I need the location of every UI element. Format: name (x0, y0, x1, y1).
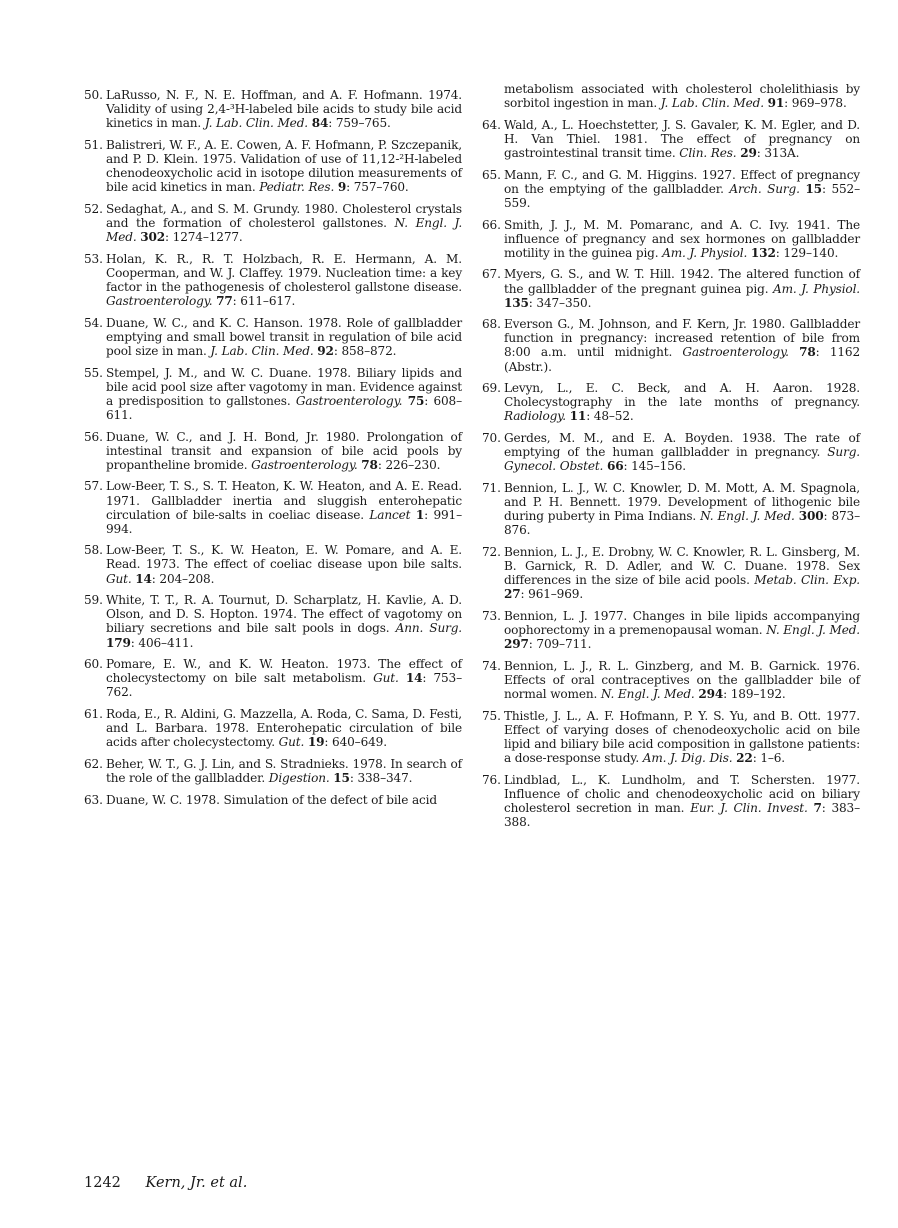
reference-journal: Digestion. (268, 771, 330, 786)
reference-text: Myers, G. S., and W. T. Hill. 1942. The altered function of the gallbladder of the pregnant guinea pig. (504, 267, 860, 296)
reference-volume: 92 (317, 343, 334, 358)
reference-number: 59. (84, 593, 103, 608)
reference-number: 56. (84, 429, 103, 444)
reference-pages: : 338–347. (349, 771, 413, 786)
reference-text: Wald, A., L. Hoechstetter, J. S. Gavaler, K. M. Egler, and D. H. Van Thiel. 1981. The effect of pregnancy on gastrointestinal transit time. (504, 117, 860, 160)
reference-pages: : 709–711. (528, 637, 592, 652)
reference-text: Levyn, L., E. C. Beck, and A. H. Aaron. 1928. Cholecystography in the late months of pregnancy. (504, 381, 860, 410)
reference-journal: Ann. Surg. (395, 621, 462, 636)
reference-pages: : 873–876. (504, 509, 860, 538)
reference-item (84, 757, 462, 785)
reference-pages: : 759–765. (328, 116, 391, 131)
reference-volume: 11 (569, 409, 587, 424)
reference-volume: 27 (504, 587, 521, 602)
reference-number: 75. (482, 708, 501, 723)
reference-volume: 15 (333, 771, 350, 786)
reference-journal: J. Lab. Clin. Med. (660, 96, 764, 111)
reference-number: 71. (482, 481, 501, 495)
reference-item (482, 431, 860, 473)
page-number: 1242 (84, 1175, 121, 1191)
reference-number: 51. (84, 137, 103, 152)
reference-volume: 302 (140, 230, 166, 245)
reference-volume: 7 (813, 800, 822, 815)
reference-text: Mann, F. C., and G. M. Higgins. 1927. Effect of pregnancy on the emptying of the gallbladder. (504, 167, 860, 196)
reference-item (84, 707, 462, 749)
reference-volume: 1 (415, 507, 425, 522)
reference-number: 55. (84, 365, 103, 380)
reference-item (482, 545, 860, 601)
reference-journal: Gastroenterology. (251, 457, 358, 472)
reference-pages: : 753–762. (106, 671, 463, 700)
reference-text: Duane, W. C., and K. C. Hanson. 1978. Role of gallbladder emptying and small bowel transit in regulation of bile acid pool size in man. (106, 315, 462, 358)
reference-item (84, 479, 462, 535)
reference-journal: Lancet (369, 507, 411, 522)
reference-item (84, 657, 462, 699)
reference-journal: Surg. Gynecol. Obstet. (504, 445, 860, 474)
reference-item (482, 609, 860, 651)
reference-number: 74. (482, 658, 501, 673)
reference-number: 53. (84, 251, 103, 266)
reference-number: 60. (84, 657, 103, 672)
reference-item (482, 709, 860, 765)
reference-number: 68. (482, 317, 501, 332)
reference-journal: Gastroenterology. (106, 294, 213, 308)
reference-item (482, 267, 860, 309)
reference-journal: J. Lab. Clin. Med. (210, 343, 314, 358)
reference-pages: : 313A. (756, 145, 800, 160)
running-authors: Kern, Jr. et al. (145, 1175, 248, 1191)
reference-item (482, 773, 860, 829)
reference-volume: 75 (407, 393, 425, 408)
reference-number: 64. (482, 117, 501, 132)
reference-journal: N. Engl. J. Med. (106, 215, 463, 245)
reference-number: 73. (482, 608, 501, 623)
reference-volume: 19 (307, 735, 325, 750)
reference-volume: 14 (405, 671, 423, 686)
reference-number: 76. (482, 772, 501, 787)
reference-pages: : 189–192. (723, 687, 786, 701)
reference-text: Everson G., M. Johnson, and F. Kern, Jr. 1980. Gallbladder function in pregnancy: increased retention of bile from 8:00 a.m. until midnight. (504, 317, 860, 360)
reference-text: Balistreri, W. F., A. E. Cowen, A. F. Hofmann, P. Szczepanik, and P. D. Klein. 1975. Validation of use of 11,12-²H-labeled chenodeoxycholic acid in isotope dilution measurements of bile acid kinetics in man. (106, 137, 462, 195)
reference-text: Pomare, E. W., and K. W. Heaton. 1973. The effect of cholecystectomy on bile salt metabolism. (106, 657, 462, 686)
reference-journal: Am. J. Dig. Dis. (642, 750, 733, 765)
reference-pages: : 640–649. (324, 735, 387, 750)
right-column (482, 82, 860, 837)
reference-text: Sedaghat, A., and S. M. Grundy. 1980. Cholesterol crystals and the formation of cholesterol gallstones. (106, 201, 462, 230)
reference-journal: Gut. (373, 671, 399, 686)
reference-volume: 300 (798, 509, 824, 524)
reference-item (84, 316, 462, 358)
reference-pages: : 226–230. (377, 457, 441, 472)
reference-number: 69. (482, 381, 501, 396)
reference-number: 67. (482, 267, 501, 282)
reference-text: Stempel, J. M., and W. C. Duane. 1978. Biliary lipids and bile acid pool size after vagotomy in man. Evidence against a predisposition to gallstones. (106, 365, 462, 408)
reference-volume: 14 (135, 571, 152, 586)
reference-volume: 84 (311, 116, 329, 131)
reference-text: Bennion, L. J., W. C. Knowler, D. M. Mott, A. M. Spagnola, and P. H. Bennett. 1979. Development of lithogenic bile during puberty in Pima Indians. (504, 481, 860, 524)
reference-volume: 297 (504, 637, 529, 652)
reference-text: metabolism associated with cholesterol cholelithiasis by sorbitol ingestion in man. (504, 82, 860, 111)
reference-journal: N. Engl. J. Med. (600, 687, 695, 701)
reference-volume: 135 (504, 295, 529, 310)
reference-journal: Gut. (106, 571, 132, 586)
reference-text: Holan, K. R., R. T. Holzbach, R. E. Hermann, A. M. Cooperman, and W. J. Claffey. 1979. Nucleation time: a key factor in the pathogenesis of cholesterol gallstone disease. (106, 251, 462, 294)
reference-item (84, 88, 462, 130)
reference-pages: : 552–559. (504, 181, 860, 210)
reference-pages: : 204–208. (151, 571, 215, 586)
reference-pages: : 858–872. (333, 343, 397, 358)
reference-number: 52. (84, 201, 103, 216)
reference-text: Beher, W. T., G. J. Lin, and S. Stradnieks. 1978. In search of the role of the gallbladder. (106, 756, 462, 786)
reference-text: Lindblad, L., K. Lundholm, and T. Schersten. 1977. Influence of cholic and chenodeoxycholic acid on biliary cholesterol secretion in man. (504, 772, 860, 815)
reference-pages: : 129–140. (775, 245, 839, 260)
reference-item (482, 481, 860, 537)
reference-journal: Am. J. Physiol. (662, 245, 748, 260)
reference-journal: Gastroenterology. (682, 345, 789, 360)
reference-text: LaRusso, N. F., N. E. Hoffman, and A. F. Hofmann. 1974. Validity of using 2,4-³H-labeled bile acids to study bile acid kinetics in man. (106, 88, 462, 131)
reference-pages: : 383–388. (504, 800, 860, 829)
reference-journal: Clin. Res. (679, 145, 737, 160)
reference-text: Gerdes, M. M., and E. A. Boyden. 1938. The rate of emptying of the human gallbladder in pregnancy. (504, 431, 860, 460)
reference-journal: Arch. Surg. (729, 181, 800, 196)
reference-number: 61. (84, 707, 103, 722)
reference-pages: : 608–611. (106, 393, 463, 422)
reference-volume: 77 (216, 294, 233, 308)
reference-item (482, 381, 860, 423)
reference-text: Duane, W. C., and J. H. Bond, Jr. 1980. Prolongation of intestinal transit and expansion of bile acid pools by propantheline bromide. (106, 429, 462, 472)
reference-item (84, 138, 462, 194)
reference-item (84, 793, 462, 807)
reference-journal: Pediatr. Res. (259, 180, 335, 195)
reference-number: 70. (482, 431, 501, 446)
reference-number: 54. (84, 315, 103, 330)
reference-item (84, 593, 462, 649)
reference-pages: : 1162 (Abstr.). (504, 345, 860, 374)
reference-item (482, 317, 860, 373)
reference-item (84, 202, 462, 244)
reference-volume: 132 (750, 245, 776, 260)
page-footer (84, 1175, 247, 1191)
reference-volume: 15 (805, 181, 822, 196)
reference-item (482, 659, 860, 701)
reference-journal: Gastroenterology. (295, 393, 403, 408)
reference-pages: : 991–994. (106, 507, 462, 536)
reference-item (482, 118, 860, 160)
reference-pages: : 961–969. (520, 587, 584, 602)
reference-text: Duane, W. C. 1978. Simulation of the defect of bile acid (106, 792, 437, 807)
reference-number: 63. (84, 792, 103, 807)
reference-item (84, 430, 462, 472)
left-column (84, 88, 462, 814)
reference-journal: Eur. J. Clin. Invest. (690, 800, 808, 815)
reference-pages: : 969–978. (784, 96, 847, 111)
reference-item (84, 543, 462, 585)
reference-number: 58. (84, 543, 103, 558)
reference-journal: J. Lab. Clin. Med. (204, 116, 308, 131)
reference-pages: : 145–156. (623, 459, 686, 474)
reference-pages: : 406–411. (130, 635, 194, 650)
reference-journal: Metab. Clin. Exp. (754, 573, 860, 588)
reference-pages: : 757–760. (346, 180, 409, 195)
reference-number: 62. (84, 756, 103, 771)
reference-text: Low-Beer, T. S., K. W. Heaton, E. W. Pomare, and A. E. Read. 1973. The effect of coeliac disease upon bile salts. (106, 543, 462, 572)
reference-journal: Radiology. (504, 409, 566, 424)
reference-text: White, T. T., R. A. Tournut, D. Scharplatz, H. Kavlie, A. D. Olson, and D. S. Hopton. 1974. The effect of vagotomy on biliary secretions and bile salt pools in dogs. (106, 593, 462, 636)
reference-journal: Gut. (278, 735, 305, 750)
reference-volume: 29 (740, 145, 757, 160)
reference-pages: : 1274–1277. (165, 230, 243, 245)
reference-journal: Am. J. Physiol. (773, 281, 860, 296)
reference-item (482, 218, 860, 260)
reference-pages: : 48–52. (586, 409, 634, 424)
reference-text: Thistle, J. L., A. F. Hofmann, P. Y. S. Yu, and B. Ott. 1977. Effect of varying doses of chenodeoxycholic acid on bile lipid and biliary bile acid composition in gallstone patients: a dose-response study. (504, 708, 860, 765)
reference-pages: : 1–6. (752, 750, 786, 765)
reference-volume: 66 (606, 459, 624, 474)
reference-volume: 78 (799, 345, 816, 360)
reference-item (84, 366, 462, 422)
reference-text: Bennion, L. J. 1977. Changes in bile lipids accompanying oophorectomy in a premenopausal woman. (504, 608, 860, 638)
reference-text: Bennion, L. J., E. Drobny, W. C. Knowler, R. L. Ginsberg, M. B. Garnick, R. D. Adler, and W. C. Duane. 1978. Sex differences in the size of bile acid pools. (504, 544, 860, 588)
reference-number: 66. (482, 217, 501, 232)
reference-text: Roda, E., R. Aldini, G. Mazzella, A. Roda, C. Sama, D. Festi, and L. Barbara. 1978. Enterohepatic circulation of bile acids after cholecystectomy. (106, 707, 462, 750)
reference-text: Low-Beer, T. S., S. T. Heaton, K. W. Heaton, and A. E. Read. 1971. Gallbladder inertia and sluggish enterohepatic circulation of bile-salts in coeliac disease. (106, 479, 462, 522)
reference-volume: 9 (337, 180, 347, 195)
reference-volume: 78 (361, 457, 378, 472)
reference-text: Bennion, L. J., R. L. Ginzberg, and M. B. Garnick. 1976. Effects of oral contraceptives on the gallbladder bile of normal women. (504, 658, 860, 701)
reference-number: 72. (482, 544, 501, 559)
reference-item (84, 252, 462, 308)
reference-pages: : 347–350. (528, 295, 592, 310)
reference-pages: : 611–617. (232, 294, 296, 308)
reference-journal: N. Engl. J. Med. (766, 623, 860, 638)
reference-text: Smith, J. J., M. M. Pomaranc, and A. C. Ivy. 1941. The influence of pregnancy and sex hormones on gallbladder motility in the guinea pig. (504, 217, 860, 260)
reference-item (482, 168, 860, 210)
reference-volume: 91 (767, 96, 785, 111)
reference-number: 65. (482, 167, 501, 182)
reference-volume: 179 (106, 635, 131, 650)
reference-journal: N. Engl. J. Med. (700, 509, 795, 524)
reference-volume: 294 (698, 687, 724, 701)
reference-item (482, 82, 860, 110)
reference-number: 50. (84, 88, 103, 102)
reference-number: 57. (84, 479, 103, 494)
reference-volume: 22 (736, 750, 753, 765)
